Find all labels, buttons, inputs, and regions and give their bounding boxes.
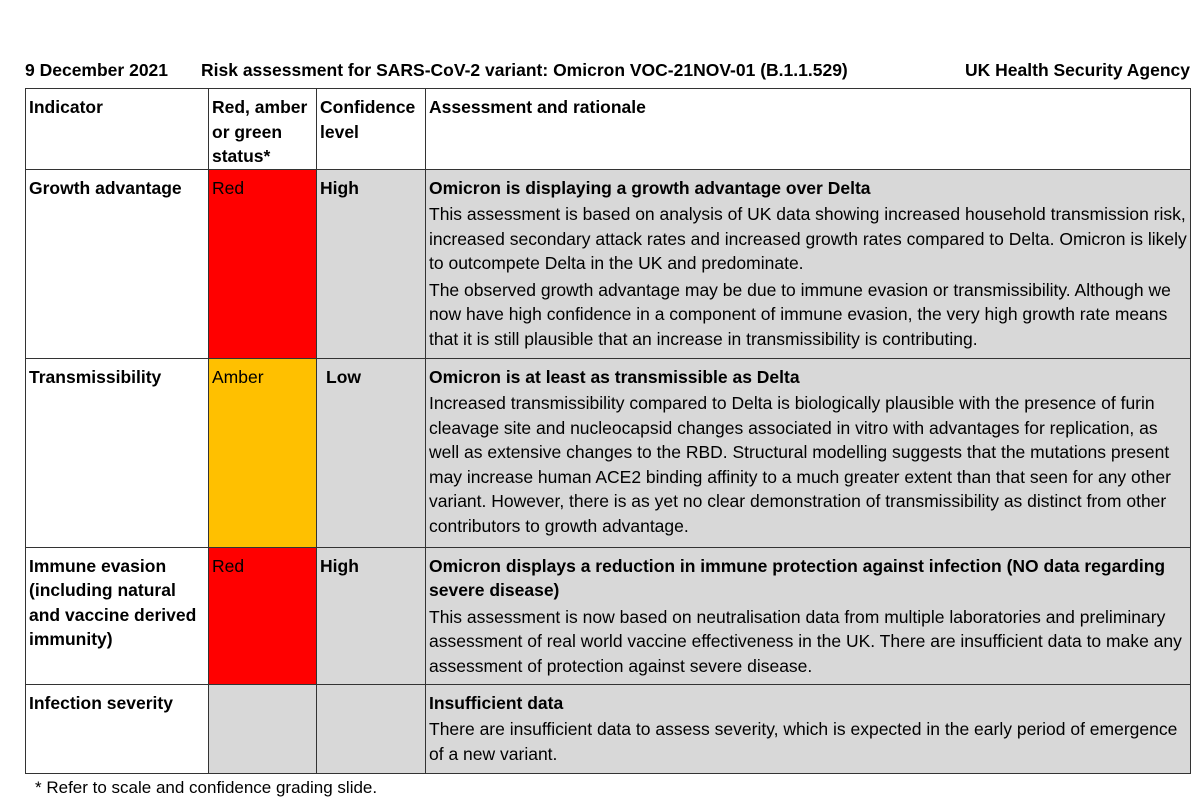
assessment-paragraph: The observed growth advantage may be due to immune evasion or transmissibility. Although we now have high confidence in a component of immune evasion, the very high growth rate means that it is still plausible that an increase in transmissibility is contributing. — [429, 279, 1171, 349]
assessment-paragraph: There are insufficient data to assess severity, which is expected in the early period of emergence of a new variant. — [429, 719, 1178, 764]
assessment-cell — [426, 684, 1191, 773]
assessment-paragraph: Increased transmissibility compared to Delta is biologically plausible with the presence of furin cleavage site and nucleocapsid changes associated in vitro with advantages for replication, as well as extensive changes to the RBD. Structural modelling suggests that the mutations present may increase human ACE2 binding affinity to a much greater extent than that seen for any other variant. However, there is as yet no clear demonstration of transmissibility as distinct from other contributors to growth advantage. — [429, 393, 1171, 536]
assessment-title: Omicron is at least as transmissible as Delta — [429, 366, 800, 387]
indicator-cell: Immune evasion (including natural and vaccine derived immunity) — [26, 547, 209, 684]
assessment-paragraph: This assessment is based on analysis of UK data showing increased household transmission risk, increased secondary attack rates and increased growth rates compared to Delta. Omicron is likely to outcompete Delta in the UK and predominate. — [429, 204, 1187, 273]
status-cell — [209, 684, 317, 773]
confidence-cell: Low — [317, 358, 426, 547]
header-agency: UK Health Security Agency — [965, 60, 1190, 80]
assessment-cell — [426, 358, 1191, 547]
indicator-cell: Transmissibility — [26, 358, 209, 547]
document-header — [25, 58, 1190, 82]
status-cell: Amber — [209, 358, 317, 547]
assessment-title: Omicron is displaying a growth advantage over Delta — [429, 177, 871, 198]
table-row — [26, 169, 1191, 358]
table-row — [26, 684, 1191, 773]
confidence-cell — [317, 684, 426, 773]
indicator-cell: Infection severity — [26, 684, 209, 773]
status-cell: Red — [209, 547, 317, 684]
assessment-title: Omicron displays a reduction in immune protection against infection (NO data regarding severe disease) — [429, 555, 1166, 600]
confidence-cell: High — [317, 547, 426, 684]
assessment-cell — [426, 169, 1191, 358]
confidence-cell: High — [317, 169, 426, 358]
assessment-title: Insufficient data — [429, 692, 564, 713]
status-cell: Red — [209, 169, 317, 358]
assessment-paragraph: This assessment is now based on neutralisation data from multiple laboratories and preliminary assessment of real world vaccine effectiveness in the UK. There are insufficient data to make any assessment of protection against severe disease. — [429, 606, 1182, 676]
table-row — [26, 547, 1191, 684]
risk-assessment-table — [25, 88, 1191, 774]
indicator-cell: Growth advantage — [26, 169, 209, 358]
header-date: 9 December 2021 — [25, 60, 169, 80]
footnote: * Refer to scale and confidence grading slide. — [35, 778, 378, 797]
column-header-assessment: Assessment and rationale — [426, 89, 1191, 170]
table-header-row — [26, 89, 1191, 170]
column-header-confidence: Confidence level — [317, 89, 426, 170]
table-row — [26, 358, 1191, 547]
assessment-cell — [426, 547, 1191, 684]
header-title: Risk assessment for SARS-CoV-2 variant: Omicron VOC-21NOV-01 (B.1.1.529) — [201, 60, 848, 80]
column-header-indicator: Indicator — [26, 89, 209, 170]
column-header-status: Red, amber or green status* — [209, 89, 317, 170]
